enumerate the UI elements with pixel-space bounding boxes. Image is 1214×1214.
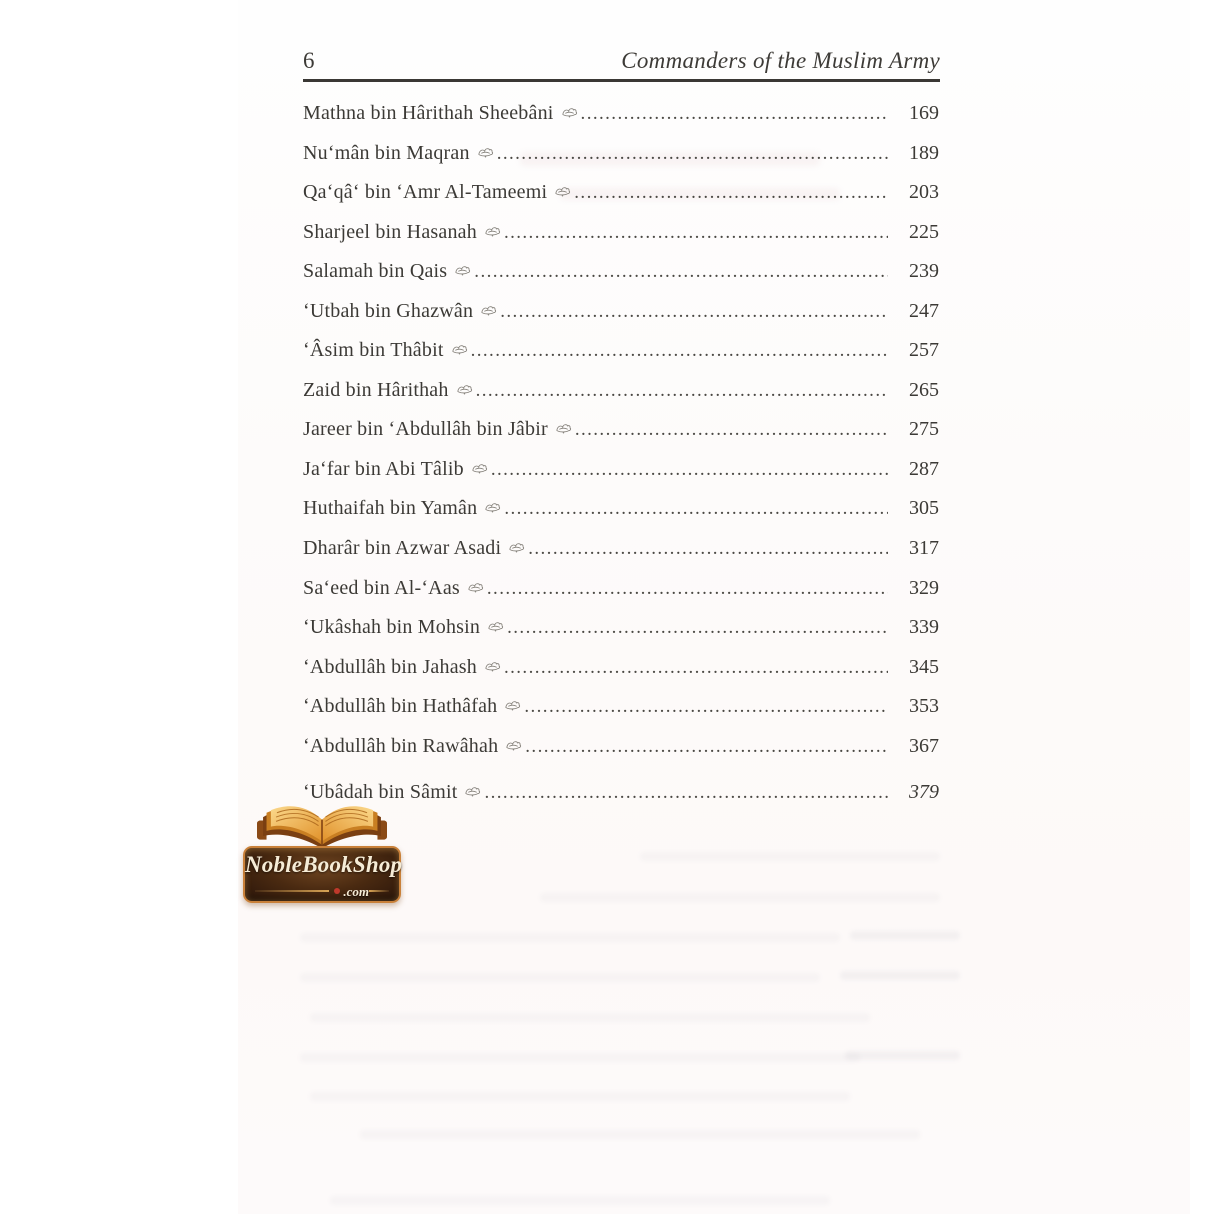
radiyallahu-anhu-icon [454, 263, 471, 277]
toc-entry [303, 608, 939, 648]
toc-entry-page: 329 [909, 576, 939, 599]
toc-entry-name: ‘Ukâshah bin Mohsin [303, 616, 481, 639]
toc-entry-name: Nu‘mân bin Maqran [303, 141, 470, 164]
toc-entry-name: Sharjeel bin Hasanah [303, 220, 477, 243]
toc-entry-name: Sa‘eed bin Al-‘Aas [303, 576, 460, 599]
toc-entry [303, 173, 939, 213]
toc-entry-name: ‘Abdullâh bin Hathâfah [303, 695, 498, 718]
logo-brand-text: NobleBookShop [245, 852, 403, 877]
running-title: Commanders of the Muslim Army [621, 48, 940, 73]
bleed-through-artifact [310, 1013, 870, 1022]
toc-entry [303, 529, 939, 569]
dot-leader [500, 293, 888, 332]
bleed-through-artifact [845, 1051, 960, 1060]
toc-entry-page: 379 [909, 781, 939, 804]
toc-entry-name: ‘Abdullâh bin Rawâhah [303, 734, 499, 757]
dot-leader [504, 649, 888, 688]
dot-leader [474, 253, 888, 292]
radiyallahu-anhu-icon [561, 105, 578, 119]
toc-entry [303, 648, 939, 688]
bleed-through-artifact [840, 971, 960, 980]
toc-entry-page: 339 [909, 616, 939, 639]
toc-entry [303, 410, 939, 450]
dot-leader [476, 372, 888, 411]
dot-leader [581, 95, 888, 134]
toc-entry-page: 257 [909, 339, 939, 362]
toc-entry-page: 275 [909, 418, 939, 441]
dot-leader [497, 135, 888, 174]
gold-rule [255, 890, 329, 892]
dot-leader [524, 688, 888, 727]
logo-tld-text: .com [343, 883, 369, 899]
toc-entry [303, 569, 939, 609]
radiyallahu-anhu-icon [484, 659, 501, 673]
logo-tld-row [255, 884, 389, 898]
toc-entry-page: 317 [909, 537, 939, 560]
radiyallahu-anhu-icon [480, 303, 497, 317]
dot-leader [504, 214, 888, 253]
toc-entry-page: 345 [909, 655, 939, 678]
radiyallahu-anhu-icon [508, 540, 525, 554]
toc-entry [303, 450, 939, 490]
toc-entry [303, 727, 939, 767]
toc-entry [303, 371, 939, 411]
page-header [303, 48, 940, 82]
bleed-through-artifact [850, 931, 960, 940]
dot-leader [574, 174, 888, 213]
noblebookshop-logo [243, 796, 401, 908]
dot-leader [575, 411, 888, 450]
dot-leader [484, 774, 888, 813]
radiyallahu-anhu-icon [504, 698, 521, 712]
logo-plaque [243, 846, 401, 903]
toc-entry-page: 189 [909, 141, 939, 164]
toc-entry-name: Huthaifah bin Yamân [303, 497, 478, 520]
toc-entry [303, 94, 939, 134]
gold-rule [369, 890, 389, 892]
bleed-through-artifact [300, 973, 820, 982]
radiyallahu-anhu-icon [487, 619, 504, 633]
dot-leader [504, 490, 888, 529]
toc-entry-page: 305 [909, 497, 939, 520]
toc-entry-page: 367 [909, 734, 939, 757]
toc-entry-page: 203 [909, 181, 939, 204]
bleed-through-artifact [300, 1053, 860, 1062]
dot-leader [525, 728, 888, 767]
toc-entry-name: ‘Âsim bin Thâbit [303, 339, 444, 362]
dot-leader [491, 451, 888, 490]
toc-entry [303, 687, 939, 727]
toc-entry-name: ‘Utbah bin Ghazwân [303, 299, 474, 322]
open-book-icon [250, 798, 394, 850]
radiyallahu-anhu-icon [484, 224, 501, 238]
red-dot-icon [334, 888, 340, 894]
toc-entry [303, 292, 939, 332]
toc-entry-name: Dharâr bin Azwar Asadi [303, 537, 502, 560]
table-of-contents [303, 94, 939, 813]
bleed-through-artifact [300, 933, 840, 942]
toc-entry-page: 287 [909, 457, 939, 480]
toc-entry [303, 252, 939, 292]
toc-entry [303, 134, 939, 174]
bleed-through-artifact [540, 893, 940, 902]
toc-entry-name: Salamah bin Qais [303, 260, 448, 283]
dot-leader [487, 570, 888, 609]
toc-entry [303, 213, 939, 253]
dot-leader [471, 332, 888, 371]
toc-entry-name: Ja‘far bin Abi Tâlib [303, 457, 464, 480]
radiyallahu-anhu-icon [554, 184, 571, 198]
dot-leader [507, 609, 888, 648]
bleed-through-artifact [310, 1092, 850, 1101]
toc-entry-page: 239 [909, 260, 939, 283]
toc-entry-name: Mathna bin Hârithah Sheebâni [303, 102, 554, 124]
toc-entry [303, 331, 939, 371]
toc-entry-name: Jareer bin ‘Abdullâh bin Jâbir [303, 418, 548, 441]
radiyallahu-anhu-icon [505, 738, 522, 752]
bleed-through-artifact [360, 1130, 920, 1139]
toc-entry-name: Zaid bin Hârithah [303, 378, 449, 401]
radiyallahu-anhu-icon [467, 580, 484, 594]
radiyallahu-anhu-icon [555, 421, 572, 435]
toc-entry-page: 225 [909, 220, 939, 243]
dot-leader [528, 530, 888, 569]
radiyallahu-anhu-icon [471, 461, 488, 475]
toc-entry-name: Qa‘qâ‘ bin ‘Amr Al-Tameemi [303, 181, 548, 204]
radiyallahu-anhu-icon [484, 500, 501, 514]
radiyallahu-anhu-icon [456, 382, 473, 396]
bleed-through-artifact [640, 852, 940, 861]
bleed-through-artifact [330, 1196, 830, 1205]
radiyallahu-anhu-icon [464, 784, 481, 798]
toc-entry-name: ‘Ubâdah bin Sâmit [303, 781, 458, 804]
radiyallahu-anhu-icon [477, 145, 494, 159]
toc-entry-page: 265 [909, 378, 939, 401]
page-number: 6 [303, 48, 315, 73]
toc-entry [303, 489, 939, 529]
toc-entry-name: ‘Abdullâh bin Jahash [303, 655, 477, 678]
radiyallahu-anhu-icon [451, 342, 468, 356]
toc-entry-page: 247 [909, 299, 939, 322]
toc-entry-page: 169 [909, 102, 939, 124]
toc-entry-page: 353 [909, 695, 939, 718]
